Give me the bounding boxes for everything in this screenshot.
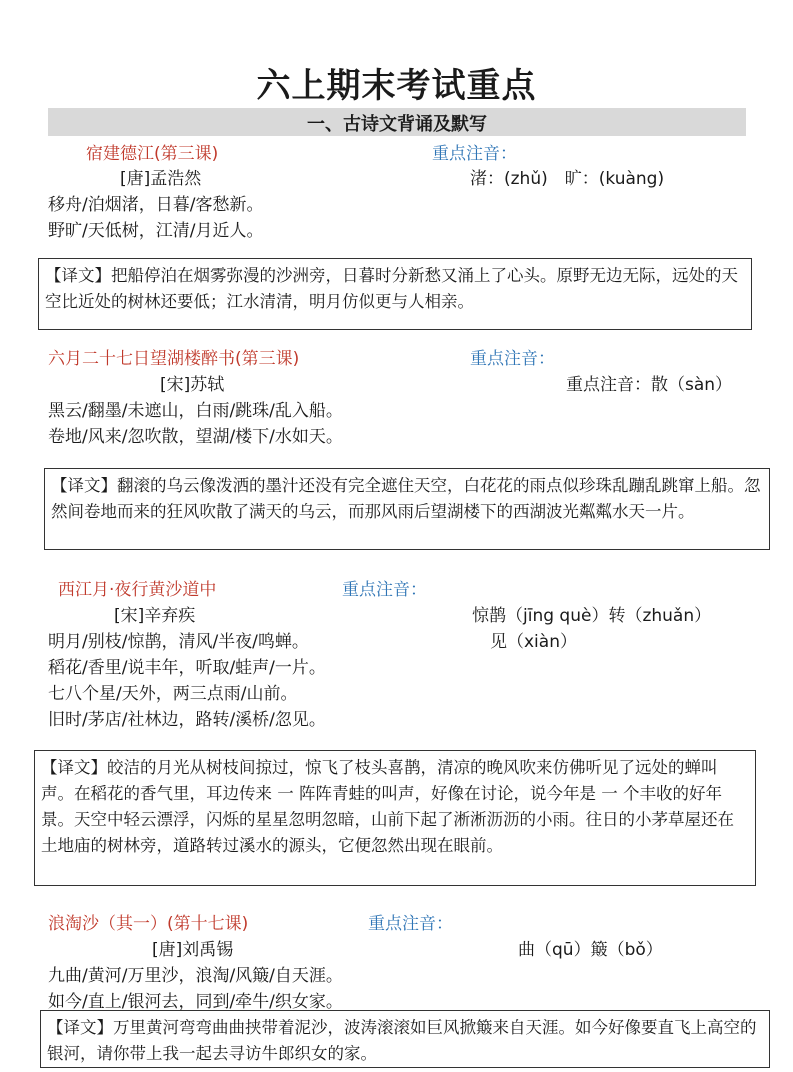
poem-title: 浪淘沙（其一）(第十七课) xyxy=(48,914,249,934)
poem-title: 六月二十七日望湖楼醉书(第三课) xyxy=(48,349,300,369)
pronunciation-note: 重点注音：散（sàn） xyxy=(566,375,733,395)
note-label: 重点注音： xyxy=(432,144,517,164)
pronunciation-note: 见（xiàn） xyxy=(490,632,577,652)
poem-title: 西江月·夜行黄沙道中 xyxy=(58,580,217,600)
translation-box xyxy=(38,258,752,330)
translation-text: 【译文】翻滚的乌云像泼洒的墨汁还没有完全遮住天空，白花花的雨点似珍珠乱蹦乱跳窜上船。忽然间卷地而来的狂风吹散了满天的乌云，而那风雨后望湖楼下的西湖波光粼粼水天一片。 xyxy=(51,476,761,521)
poem-author: [宋]辛弃疾 xyxy=(114,606,196,626)
poem-line: 七八个星/天外，两三点雨/山前。 xyxy=(48,684,298,704)
poem-line: 卷地/风来/忽吹散，望湖/楼下/水如天。 xyxy=(48,427,343,447)
translation-text: 【译文】把船停泊在烟雾弥漫的沙洲旁，日暮时分新愁又涌上了心头。原野无边无际，远处的天空比近处的树林还要低；江水清清，明月仿似更与人相亲。 xyxy=(45,266,738,311)
poem-title: 宿建德江(第三课) xyxy=(86,144,219,164)
translation-text: 【译文】皎洁的月光从树枝间掠过，惊飞了枝头喜鹊，清凉的晚风吹来仿佛听见了远处的蝉叫声。在稻花的香气里，耳边传来 一 阵阵青蛙的叫声，好像在讨论，说今年是 一 个丰收的好年景。天空中轻云漂浮，闪烁的星星忽明忽暗，山前下起了淅淅沥沥的小雨。往日的小茅草屋还在土地庙的树林旁，道路转过溪水的源头，它便忽然出现在眼前。 xyxy=(41,758,734,855)
pronunciation-note: 惊鹊（jīng què）转（zhuǎn） xyxy=(472,606,712,626)
section-heading: 一、古诗文背诵及默写 xyxy=(307,114,487,135)
pronunciation-note: 曲（qū）簸（bǒ） xyxy=(518,940,663,960)
page-title: 六上期末考试重点 xyxy=(256,66,537,106)
poem-line: 九曲/黄河/万里沙，浪淘/风簸/自天涯。 xyxy=(48,966,343,986)
poem-author: [宋]苏轼 xyxy=(160,375,225,395)
poem-line: 明月/别枝/惊鹊，清风/半夜/鸣蝉。 xyxy=(48,632,309,652)
pronunciation-note: 渚：(zhǔ) 旷：(kuàng) xyxy=(470,169,665,189)
translation-box xyxy=(34,750,756,886)
note-label: 重点注音： xyxy=(368,914,453,934)
poem-line: 如今/直上/银河去，同到/牵牛/织女家。 xyxy=(48,992,343,1012)
note-label: 重点注音： xyxy=(342,580,427,600)
poem-line: 黑云/翻墨/未遮山，白雨/跳珠/乱入船。 xyxy=(48,401,343,421)
translation-box xyxy=(44,468,770,550)
poem-line: 旧时/茅店/社林边，路转/溪桥/忽见。 xyxy=(48,710,326,730)
note-label: 重点注音： xyxy=(470,349,555,369)
poem-line: 移舟/泊烟渚，日暮/客愁新。 xyxy=(48,195,264,215)
translation-box xyxy=(40,1010,770,1068)
poem-line: 稻花/香里/说丰年，听取/蛙声/一片。 xyxy=(48,658,326,678)
poem-author: [唐]刘禹锡 xyxy=(152,940,234,960)
poem-line: 野旷/天低树，江清/月近人。 xyxy=(48,221,264,241)
translation-text: 【译文】万里黄河弯弯曲曲挟带着泥沙，波涛滚滚如巨风掀簸来自天涯。如今好像要直飞上高空的银河，请你带上我一起去寻访牛郎织女的家。 xyxy=(47,1018,757,1063)
poem-author: [唐]孟浩然 xyxy=(120,169,202,189)
